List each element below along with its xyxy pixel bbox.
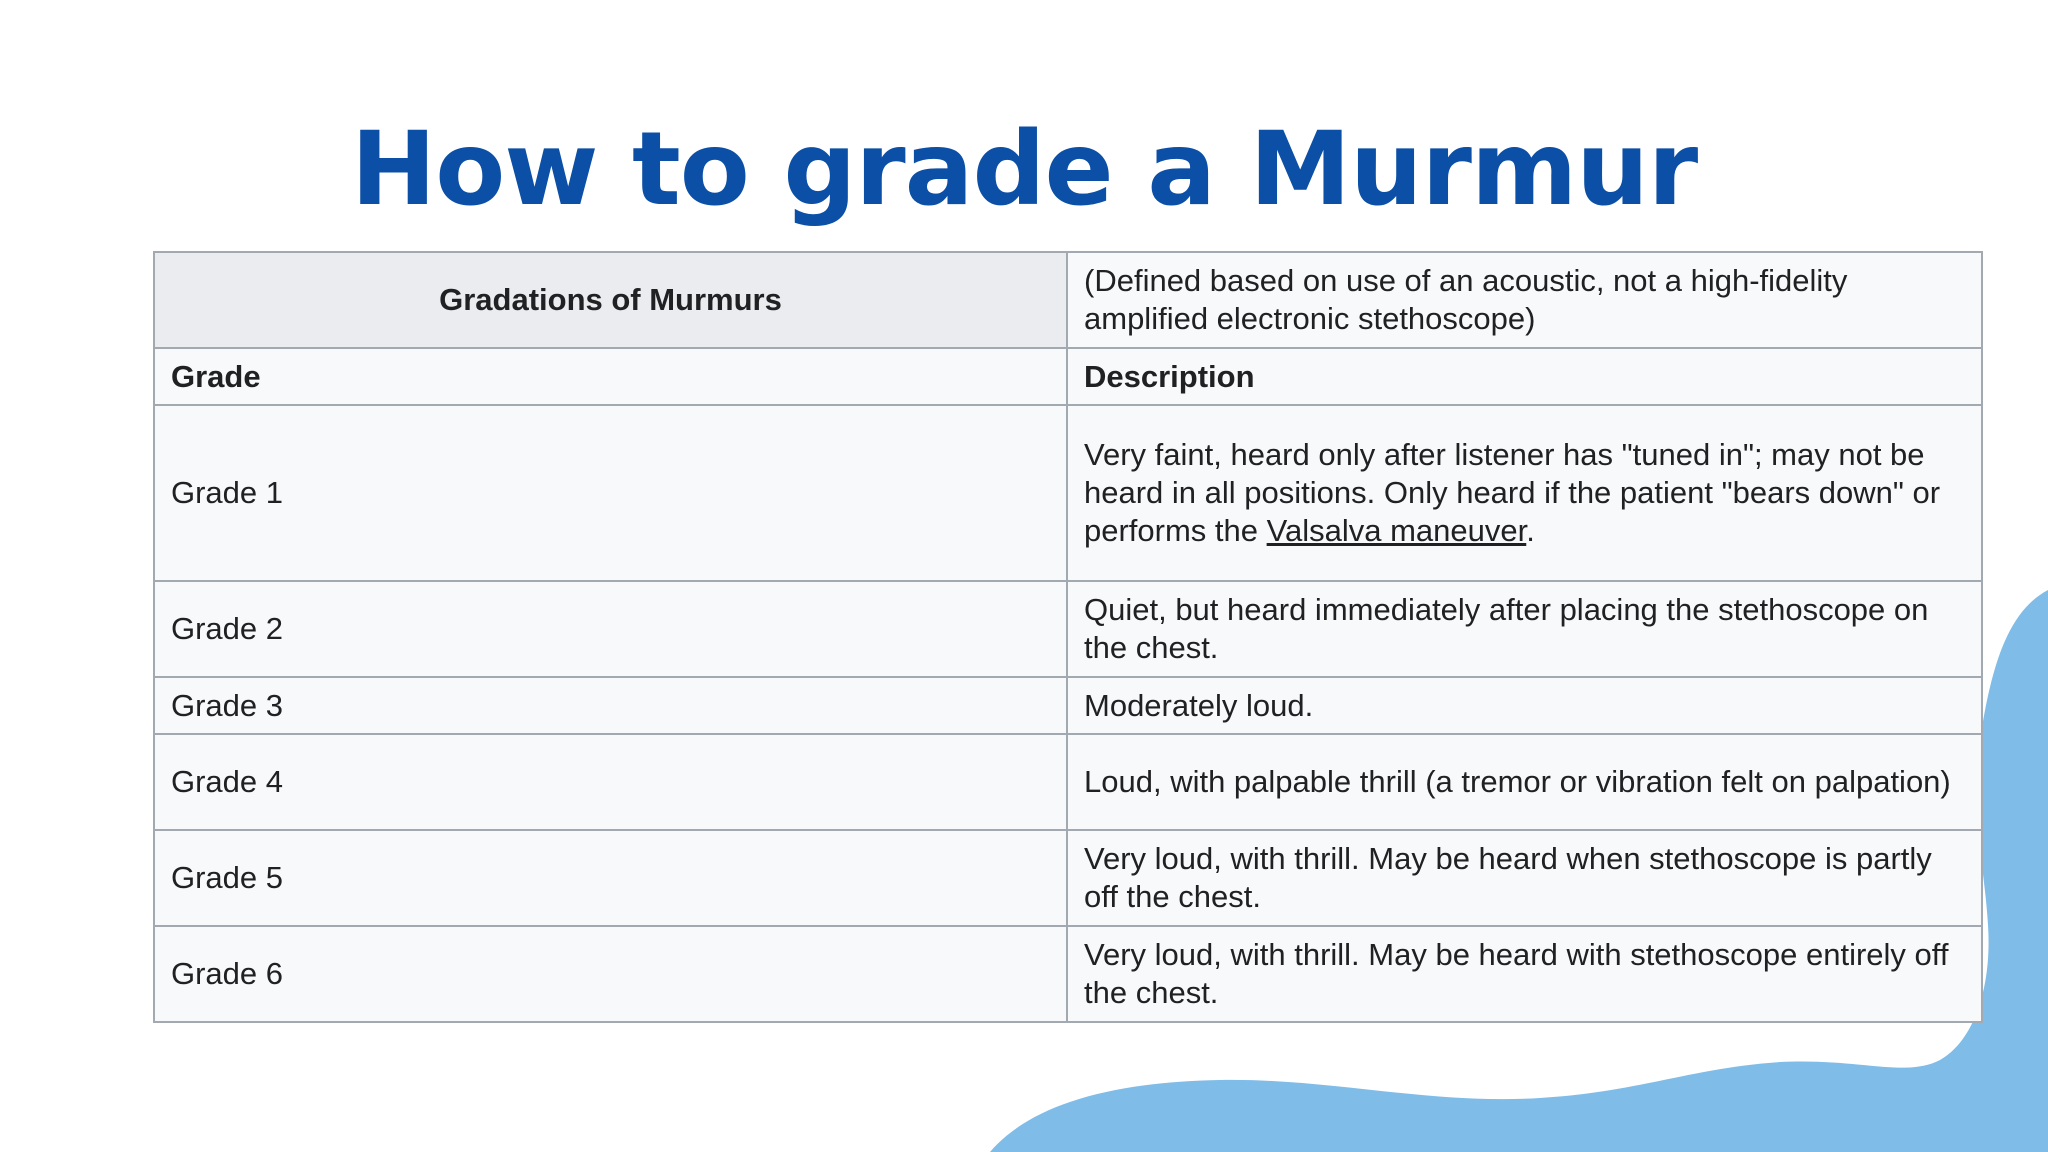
description-cell: Loud, with palpable thrill (a tremor or vibration felt on palpation) [1067, 734, 1982, 830]
description-text-end: . [1526, 513, 1535, 548]
table-row [154, 830, 1982, 926]
grade-cell: Grade 4 [154, 734, 1067, 830]
description-cell: Quiet, but heard immediately after placing the stethoscope on the chest. [1067, 581, 1982, 677]
valsalva-maneuver-link[interactable]: Valsalva maneuver [1266, 513, 1527, 548]
grade-cell: Grade 6 [154, 926, 1067, 1022]
description-cell: Moderately loud. [1067, 677, 1982, 734]
grade-cell: Grade 1 [154, 405, 1067, 581]
description-text: Very faint, heard only after listener has "tuned in"; may not be heard in all positions. Only heard if the patient "bears down" or performs the [1084, 437, 1941, 548]
page-title: How to grade a Murmur [350, 110, 1698, 229]
description-cell [1067, 405, 1982, 581]
table-header-row [154, 348, 1982, 405]
table-row [154, 677, 1982, 734]
table-caption-row [154, 252, 1982, 348]
table-row [154, 581, 1982, 677]
description-cell: Very loud, with thrill. May be heard with stethoscope entirely off the chest. [1067, 926, 1982, 1022]
grade-cell: Grade 3 [154, 677, 1067, 734]
table-caption-note: (Defined based on use of an acoustic, not a high-fidelity amplified electronic stethoscope) [1067, 252, 1982, 348]
description-cell: Very loud, with thrill. May be heard when stethoscope is partly off the chest. [1067, 830, 1982, 926]
table-row [154, 405, 1982, 581]
grade-cell: Grade 2 [154, 581, 1067, 677]
column-header-grade: Grade [154, 348, 1067, 405]
table-row [154, 734, 1982, 830]
table-row [154, 926, 1982, 1022]
grade-cell: Grade 5 [154, 830, 1067, 926]
murmur-grades-table [153, 251, 1983, 1023]
table-caption: Gradations of Murmurs [154, 252, 1067, 348]
column-header-description: Description [1067, 348, 1982, 405]
